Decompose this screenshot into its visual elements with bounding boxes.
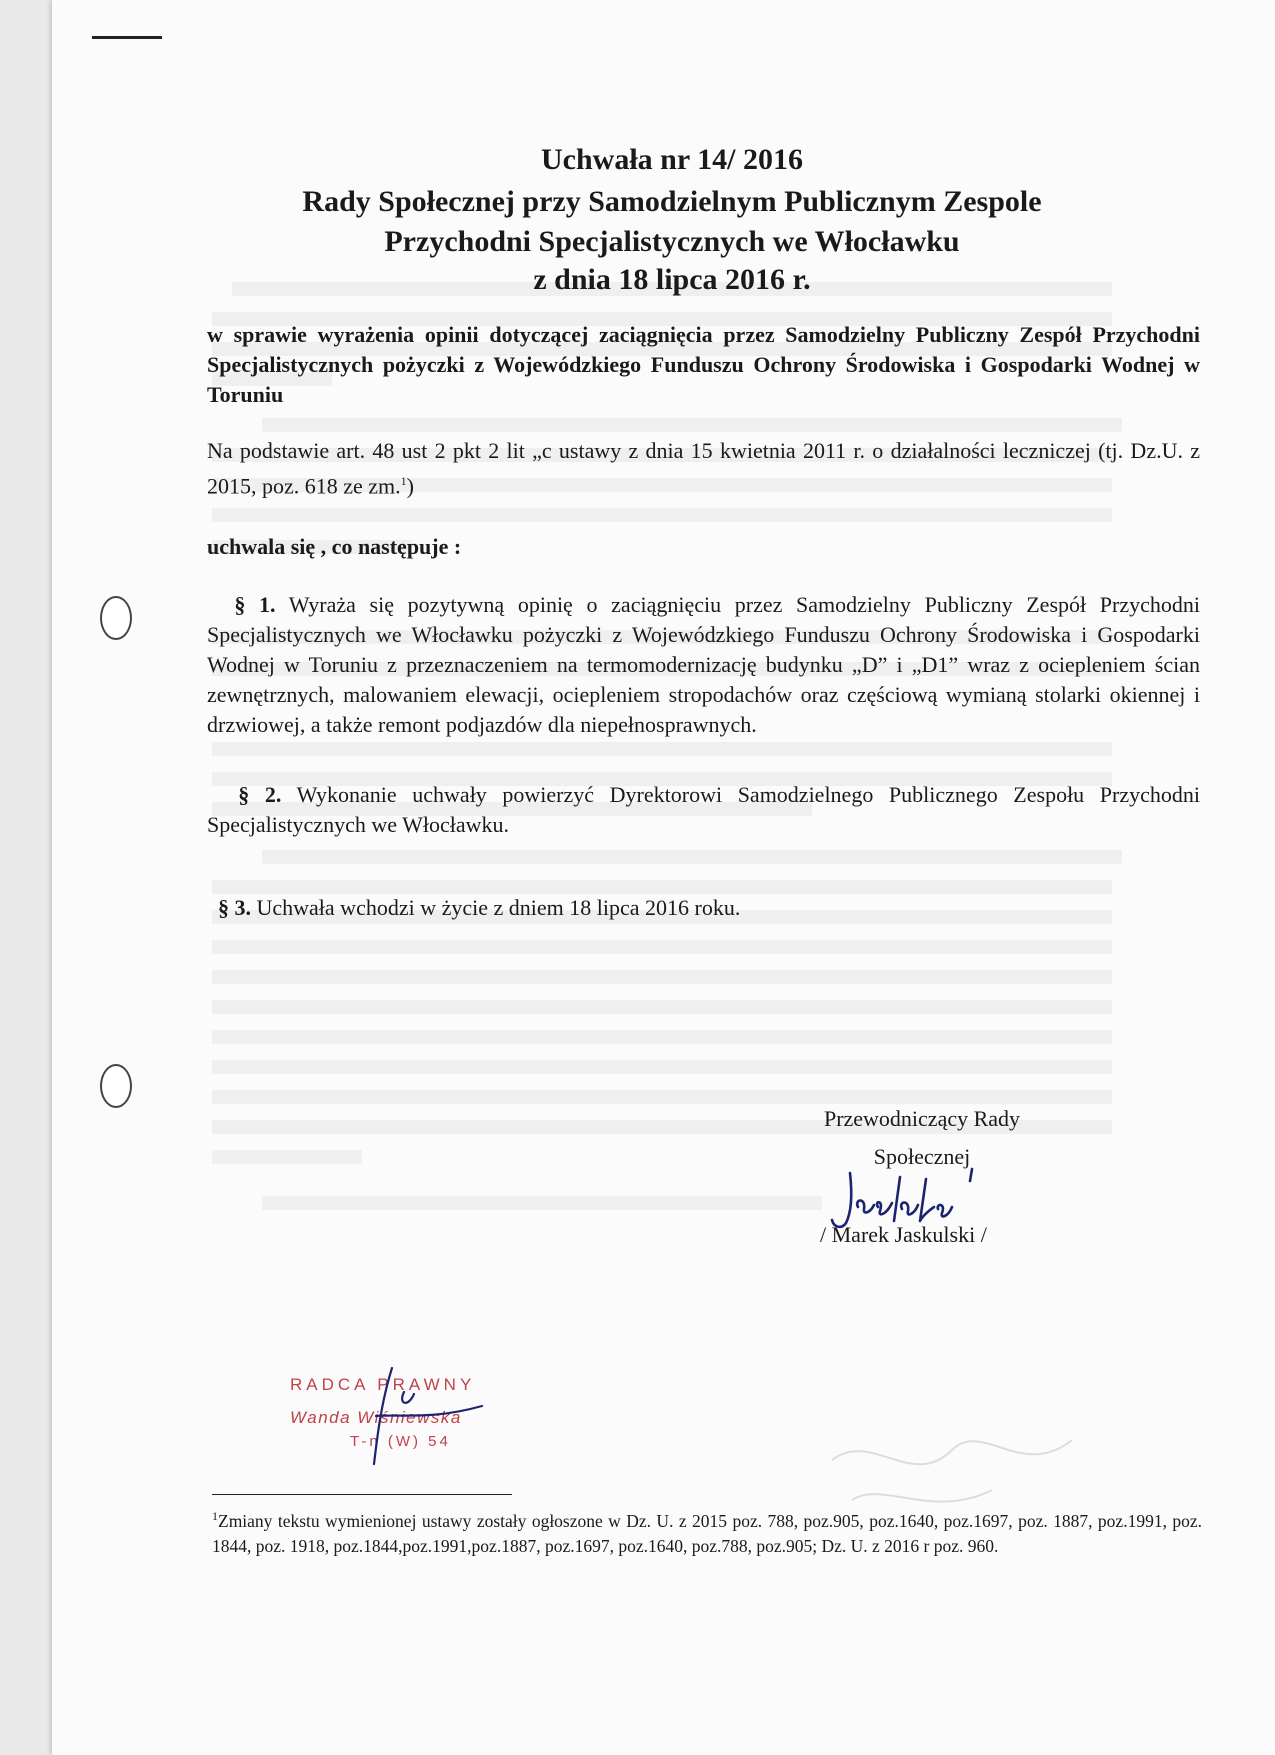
stamp-line-1: RADCA PRAWNY [290,1375,476,1394]
punch-hole-lower [100,1064,132,1108]
issuing-body: Rady Społecznej przy Samodzielnym Publicznym Zespole [302,185,1042,218]
signatory-title-line2: Społecznej [873,1144,971,1169]
footnote-mark: 1 [212,1509,218,1523]
stamp-line-3: T-n (W) 54 [350,1433,451,1450]
section-2-mark: § 2. [238,782,282,807]
legal-counsel-stamp [282,1360,562,1470]
section-1-mark: § 1. [234,592,276,617]
punch-hole-upper [100,596,132,640]
legal-basis [207,436,1200,501]
section-1-text: Wyraża się pozytywną opinię o zaciągnięciu przez Samodzielny Publiczny Zespół Przychodni Specjalistycznych we Włocławku pożyczki z Wojewódzkiego Funduszu Ochrony Środowiska i Gospodarki Wodnej w Toruniu z przeznaczeniem na termomodernizację budynku „D” i „D1” wraz z ociepleniem ścian zewnętrznych, malowaniem elewacji, ociepleniem stropodachów oraz częściową wymianą stolarki okiennej i drzwiowej, a także remont podjazdów dla niepełnosprawnych. [207,592,1200,737]
resolution-subject: w sprawie wyrażenia opinii dotyczącej zaciągnięcia przez Samodzielny Publiczny Zespół Przychodni Specjalistycznych pożyczki z Wojewódzkiego Funduszu Ochrony Środowiska i Gospodarki Wodnej w Toruniu [207,322,1200,407]
resolution-number: Uchwała nr 14/ 2016 [541,143,803,176]
section-3-text: Uchwała wchodzi w życie z dniem 18 lipca 2016 roku. [256,895,741,920]
footnote-text: Zmiany tekstu wymienionej ustawy zostały ogłoszone w Dz. U. z 2015 poz. 788, poz.905, poz.1640, poz.1697, poz. 1887, poz.1991, poz. 1844, poz. 1918, poz.1844,poz.1991,poz.1887, poz.1697, poz.1640, poz.788, poz.905; Dz. U. z 2016 r poz. 960. [212,1510,1202,1556]
resolution-date: z dnia 18 lipca 2016 r. [533,263,811,296]
footnote-reference: 1 [400,474,407,488]
section-3-mark: § 3. [218,895,251,920]
legal-basis-closing: ) [406,473,414,499]
document-page [52,0,1275,1755]
footnote-separator [212,1494,512,1495]
resolves-heading: uchwala się , co następuje : [207,534,462,559]
top-edge-mark [92,36,162,39]
section-2-text: Wykonanie uchwały powierzyć Dyrektorowi Samodzielnego Publicznego Zespołu Przychodni Specjalistycznych we Włocławku. [207,782,1200,837]
signatory-title-line1: Przewodniczący Rady [823,1106,1021,1131]
issuing-body-continued: Przychodni Specjalistycznych we Włocławku [384,225,960,258]
section-2 [207,780,1200,840]
section-1 [207,590,1200,740]
legal-basis-text: Na podstawie art. 48 ust 2 pkt 2 lit „c ustawy z dnia 15 kwietnia 2011 r. o działalności leczniczej (tj. Dz.U. z 2015, poz. 618 ze zm. [207,438,1200,499]
footnote [212,1504,1202,1559]
section-3 [207,893,1200,923]
stamp-line-2: Wanda Wiśniewska [290,1408,462,1427]
signatory-name: / Marek Jaskulski / [820,1222,987,1247]
